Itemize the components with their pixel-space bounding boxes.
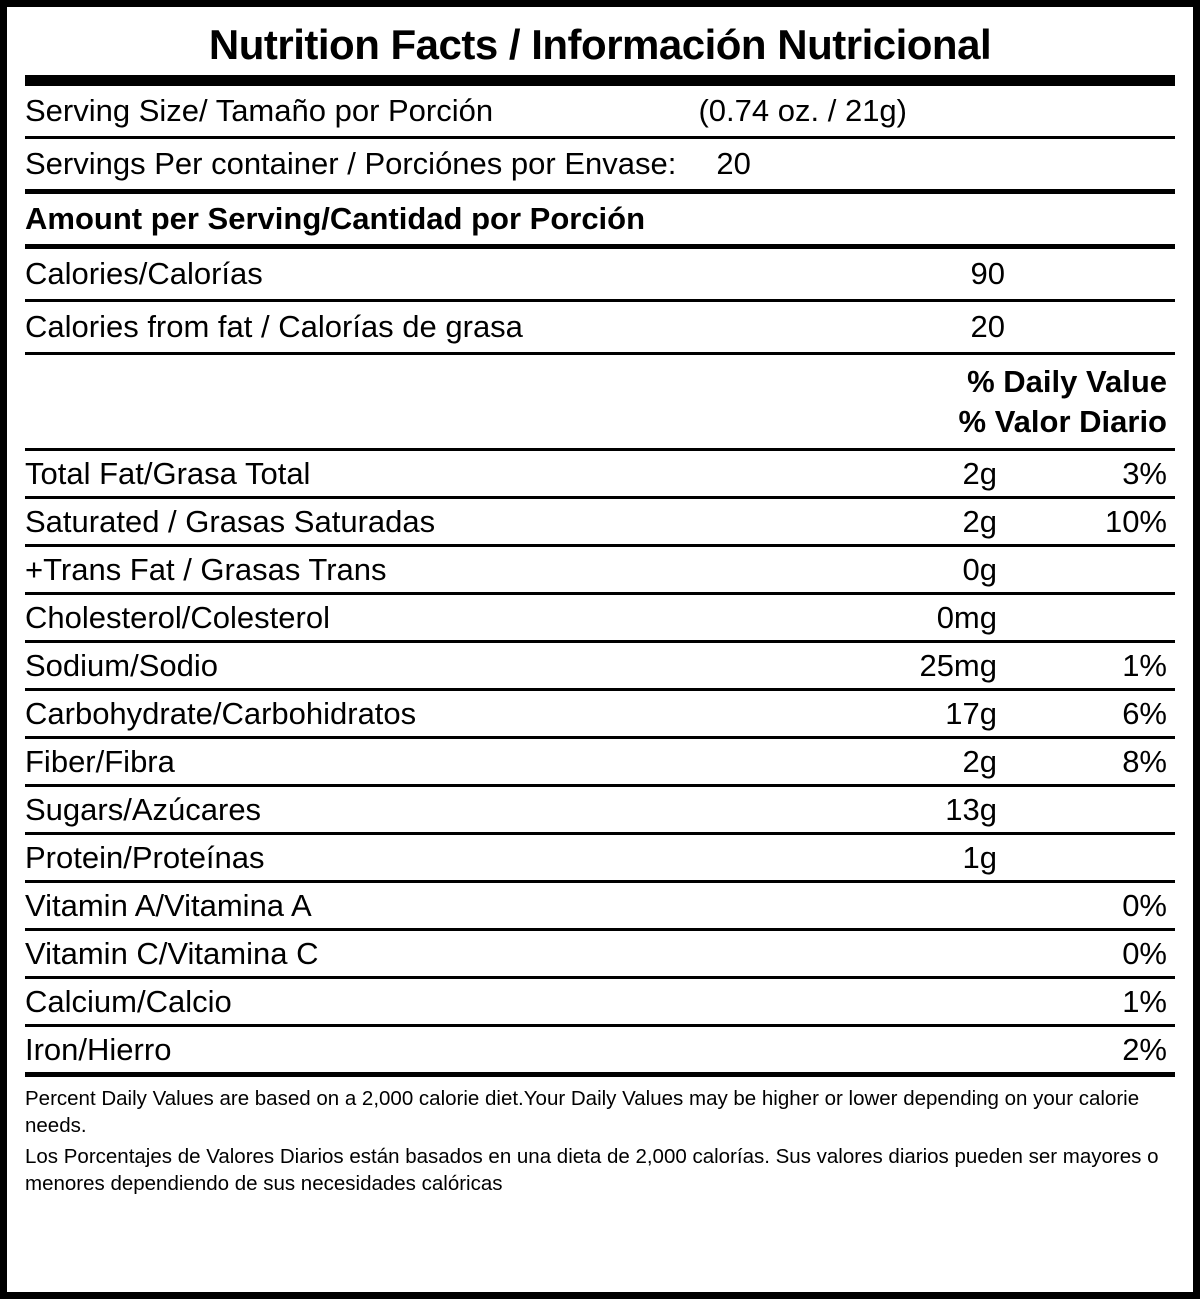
calories-from-fat-row [25, 302, 1175, 352]
nutrient-amount: 2g [962, 504, 997, 540]
table-row [25, 595, 1175, 640]
nutrient-name: Sodium/Sodio [25, 648, 219, 684]
servings-per-container-label: Servings Per container / Porciónes por Envase: [25, 146, 677, 182]
calories-from-fat-label: Calories from fat / Calorías de grasa [25, 309, 523, 345]
nutrient-amount: 2g [962, 744, 997, 780]
serving-size-label: Serving Size/ Tamaño por Porción [25, 93, 494, 129]
nutrient-dv: 10% [1104, 504, 1167, 540]
nutrient-name: Calcium/Calcio [25, 984, 232, 1020]
nutrient-name: Protein/Proteínas [25, 840, 265, 876]
table-row [25, 1027, 1175, 1072]
calories-label: Calories/Calorías [25, 256, 263, 292]
footnote-english: Percent Daily Values are based on a 2,000 calorie diet.Your Daily Values may be higher or lower depending on your calorie needs. [25, 1087, 1140, 1138]
table-row [25, 643, 1175, 688]
servings-per-container-value: 20 [716, 146, 751, 182]
nutrient-amount: 25mg [919, 648, 997, 684]
table-row [25, 883, 1175, 928]
nutrient-amount: 2g [962, 456, 997, 492]
nutrient-amount: 1g [962, 840, 997, 876]
table-row [25, 787, 1175, 832]
nutrient-dv: 8% [1122, 744, 1167, 780]
table-row [25, 691, 1175, 736]
nutrient-name: Vitamin A/Vitamina A [25, 888, 312, 924]
calories-from-fat-value: 20 [970, 309, 1005, 345]
nutrient-name: Fiber/Fibra [25, 744, 175, 780]
table-row [25, 835, 1175, 880]
calories-row [25, 249, 1175, 299]
amount-per-serving-header: Amount per Serving/Cantidad por Porción [25, 201, 646, 237]
footnote-spanish: Los Porcentajes de Valores Diarios están basados en una dieta de 2,000 calorías. Sus valores diarios pueden ser mayores o menores dependiendo de sus necesidades calóricas [25, 1145, 1159, 1196]
nutrient-name: Saturated / Grasas Saturadas [25, 504, 436, 540]
nutrient-amount: 0g [962, 552, 997, 588]
table-row [25, 499, 1175, 544]
nutrient-dv: 6% [1122, 696, 1167, 732]
nutrient-dv: 3% [1122, 456, 1167, 492]
table-row [25, 547, 1175, 592]
divider-thick-top [25, 75, 1175, 86]
servings-per-container-row [25, 139, 1175, 189]
nutrient-dv: 0% [1122, 936, 1167, 972]
nutrient-amount: 13g [945, 792, 997, 828]
serving-size-row [25, 86, 1175, 136]
daily-value-header-en: % Daily Value [967, 364, 1167, 400]
nutrient-amount: 0mg [936, 600, 997, 636]
page-title: Nutrition Facts / Información Nutricional [208, 21, 992, 68]
footnote [25, 1077, 1175, 1197]
serving-size-value: (0.74 oz. / 21g) [698, 93, 907, 129]
nutrient-name: Cholesterol/Colesterol [25, 600, 330, 636]
nutrient-dv: 0% [1122, 888, 1167, 924]
nutrient-name: Total Fat/Grasa Total [25, 456, 311, 492]
nutrient-name: +Trans Fat / Grasas Trans [25, 552, 387, 588]
calories-value: 90 [970, 256, 1005, 292]
nutrient-name: Sugars/Azúcares [25, 792, 262, 828]
table-row [25, 451, 1175, 496]
nutrient-name: Vitamin C/Vitamina C [25, 936, 319, 972]
nutrient-amount: 17g [945, 696, 997, 732]
nutrient-dv: 1% [1122, 984, 1167, 1020]
table-row [25, 931, 1175, 976]
table-row [25, 979, 1175, 1024]
nutrient-dv: 2% [1122, 1032, 1167, 1068]
table-row [25, 739, 1175, 784]
nutrient-name: Iron/Hierro [25, 1032, 172, 1068]
nutrient-name: Carbohydrate/Carbohidratos [25, 696, 417, 732]
nutrient-dv: 1% [1122, 648, 1167, 684]
daily-value-header-es: % Valor Diario [958, 404, 1167, 440]
